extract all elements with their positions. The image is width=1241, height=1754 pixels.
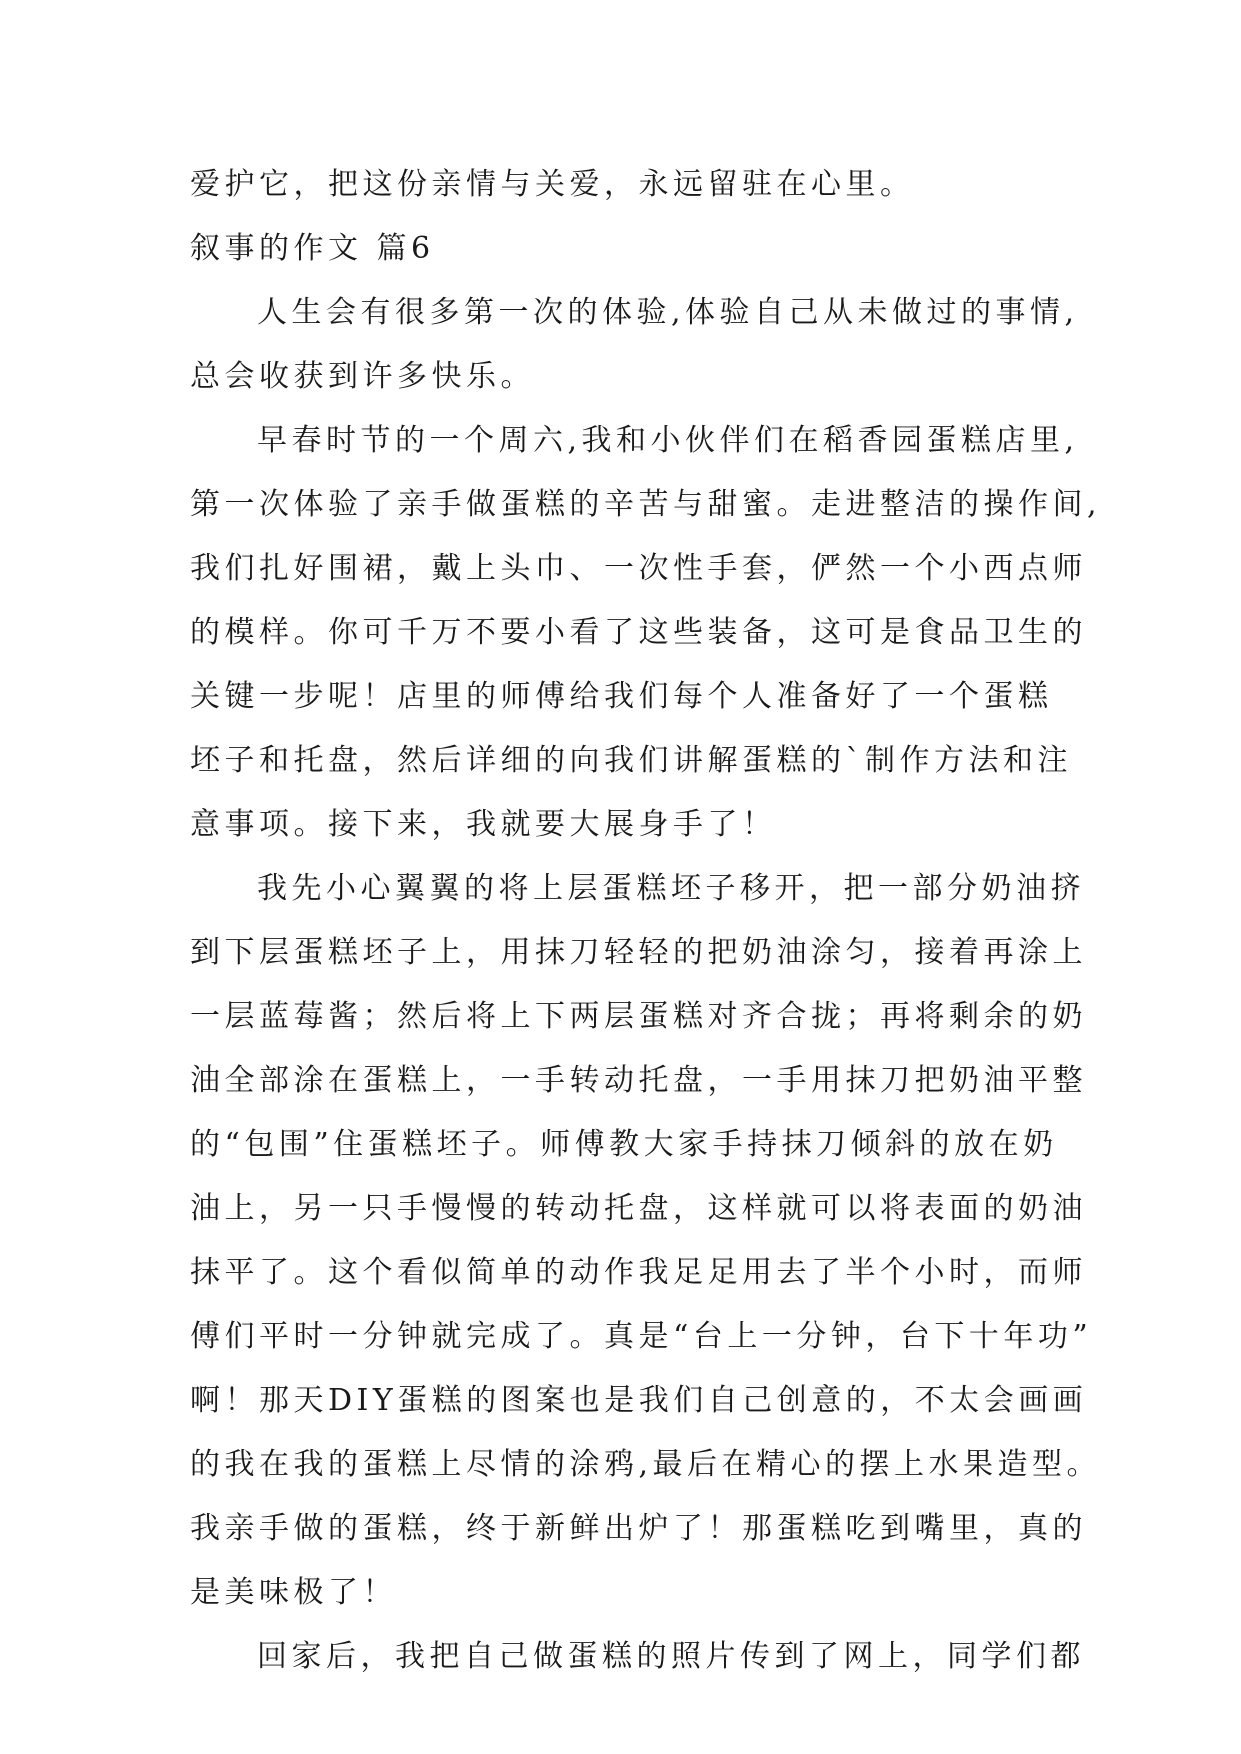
section-heading: 叙事的作文 篇6 [190, 231, 435, 266]
text-line: 我们扎好围裙，戴上头巾、一次性手套，俨然一个小西点师 [190, 551, 1087, 586]
text-line: 油全部涂在蛋糕上，一手转动托盘，一手用抹刀把奶油平整 [190, 1063, 1087, 1098]
text-line: 抹平了。这个看似简单的动作我足足用去了半个小时，而师 [190, 1255, 1087, 1290]
text-line: 坯子和托盘，然后详细的向我们讲解蛋糕的`制作方法和注 [190, 743, 1072, 778]
text-line: 关键一步呢！店里的师傅给我们每个人准备好了一个蛋糕 [190, 679, 1053, 714]
text-line: 早春时节的一个周六,我和小伙伴们在稻香园蛋糕店里, [257, 423, 1079, 458]
text-line: 油上，另一只手慢慢的转动托盘，这样就可以将表面的奶油 [190, 1191, 1087, 1226]
text-line: 的模样。你可千万不要小看了这些装备，这可是食品卫生的 [190, 615, 1087, 650]
text-line: 第一次体验了亲手做蛋糕的辛苦与甜蜜。走进整洁的操作间, [190, 487, 1102, 522]
text-line: 到下层蛋糕坯子上，用抹刀轻轻的把奶油涂匀，接着再涂上 [190, 935, 1087, 970]
text-line: 的我在我的蛋糕上尽情的涂鸦,最后在精心的摆上水果造型。 [190, 1447, 1102, 1482]
text-line: 傅们平时一分钟就完成了。真是“台上一分钟，台下十年功” [190, 1319, 1093, 1354]
text-line: 人生会有很多第一次的体验,体验自己从未做过的事情, [257, 295, 1079, 330]
text-line: 的“包围”住蛋糕坯子。师傅教大家手持抹刀倾斜的放在奶 [190, 1127, 1058, 1162]
text-line: 啊！那天DIY蛋糕的图案也是我们自己创意的，不太会画画 [190, 1383, 1088, 1418]
text-line: 回家后，我把自己做蛋糕的照片传到了网上，同学们都 [257, 1639, 1085, 1674]
text-line: 我先小心翼翼的将上层蛋糕坯子移开，把一部分奶油挤 [257, 871, 1085, 906]
text-line: 一层蓝莓酱；然后将上下两层蛋糕对齐合拢；再将剩余的奶 [190, 999, 1087, 1034]
text-line: 总会收获到许多快乐。 [190, 359, 535, 394]
text-line: 我亲手做的蛋糕，终于新鲜出炉了！那蛋糕吃到嘴里，真的 [190, 1511, 1087, 1546]
text-line: 是美味极了！ [190, 1575, 397, 1610]
text-line: 爱护它，把这份亲情与关爱，永远留驻在心里。 [190, 167, 915, 202]
text-line: 意事项。接下来，我就要大展身手了！ [190, 807, 777, 842]
